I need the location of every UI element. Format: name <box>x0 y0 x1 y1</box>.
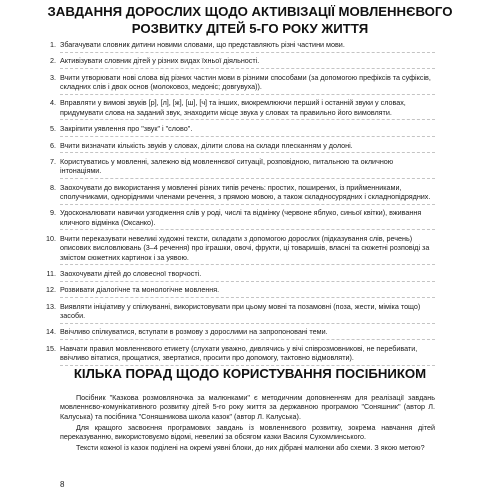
dotted-divider <box>60 178 435 179</box>
task-item <box>50 182 435 205</box>
advice-paragraph: Для кращого засвоєння програмових завдань із мовленнєвого розвитку, зокрема навчання дітей переказуванню, використовуємо відомі, невеликі за обсягом казки Василя Сухомлинського. <box>60 422 435 442</box>
task-number: 12. <box>46 285 56 295</box>
task-item <box>46 327 435 340</box>
dotted-divider <box>60 229 435 230</box>
dotted-divider <box>60 152 435 153</box>
tasks-list <box>46 40 435 370</box>
task-number: 5. <box>50 124 56 134</box>
task-number: 10. <box>46 234 56 243</box>
task-item <box>50 156 435 179</box>
task-text: Користуватись у мовленні, залежно від мовленнєвої ситуації, розповідною, питальною та окличною інтонаціями. <box>60 156 394 176</box>
task-number: 4. <box>50 98 56 108</box>
task-text: Розвивати діалогічне та монологічне мовлення. <box>60 285 220 295</box>
task-text: Виявляти ініціативу у спілкуванні, використовувати при цьому мовні та позамовні (поза, жести, міміка тощо) засоби. <box>60 301 421 321</box>
section-heading-advice: КІЛЬКА ПОРАД ЩОДО КОРИСТУВАННЯ ПОСІБНИКОМ <box>73 366 427 381</box>
task-number: 11. <box>46 268 56 278</box>
task-text: Збагачувати словник дитини новими словами, що представляють різні частини мови. <box>60 40 345 49</box>
task-item <box>50 56 435 69</box>
advice-paragraph: Посібник "Казкова розмовляночка за малюнками" є методичним доповненням для реалізації завдань мовленнєво-комунікативного розвитку дітей 5-го року життя за державною програмою "Соняшник" (автор Л. Калуська) та посібника "Соняшникова школа казок" (автор Л. Калуська). <box>60 393 435 421</box>
task-item <box>50 124 435 137</box>
dotted-divider <box>60 119 435 120</box>
task-number: 6. <box>50 140 56 150</box>
task-item <box>50 98 435 120</box>
task-item <box>50 40 435 53</box>
task-text: Активізувати словник дітей у різних видах їхньої діяльності. <box>60 56 260 66</box>
task-item <box>46 343 435 366</box>
task-text: Заохочувати до використання у мовленні різних типів речень: простих, поширених, із прийменниками, сполучниками, однорідними членами речення, з прямою мовою, а також складносурядних і складнопідрядних. <box>60 182 431 201</box>
task-text: Вчити утворювати нові слова від різних частин мови в різними способами (за допомогою префіксів та суфіксів, складних слів і двох основ (молоковоз, медоніс; довгувуха)). <box>60 72 431 92</box>
task-text: Навчати правил мовленнєвого етикету (слухати уважно, дивлячись у вічі співрозмовникові, не перебивати, ввічливо вітатися, прощатися, звертатися, просити про допомогу, тактовно відмовляти). <box>60 343 418 363</box>
dotted-divider <box>60 52 435 53</box>
task-number: 13. <box>46 301 56 311</box>
task-item <box>46 301 435 324</box>
task-text: Заохочувати дітей до словесної творчості. <box>60 268 202 278</box>
task-item <box>46 285 435 298</box>
dotted-divider <box>60 323 435 324</box>
dotted-divider <box>60 264 435 265</box>
task-text: Вправляти у вимові звуків [р], [л], [ж], [ш], [ч] та інших, виокремлюючи перший і останній звуки у словах, придумувати слова на заданий звук, знаходити місце звука у словах та правильно його вимовляти. <box>60 98 406 117</box>
task-text: Вчити переказувати невеликі художні тексти, складати з допомогою дорослих (підказування слів, речень) описових висловлювань (3–4 речення) про іграшки, овочі, фрукти, ці товаришів, власні та сюжетні розповіді за змістом сюжетних картинок і за уявою. <box>60 234 430 262</box>
task-text: Закріпити уявлення про "звук" і "слово". <box>60 124 193 134</box>
page-number: 8 <box>60 480 65 489</box>
advice-text <box>60 393 435 454</box>
task-number: 2. <box>50 56 56 66</box>
dotted-divider <box>60 94 435 95</box>
task-text: Вчити визначати кількість звуків у словах, ділити слова на склади плесканням у долоні. <box>60 140 353 150</box>
task-number: 9. <box>50 208 56 218</box>
task-number: 14. <box>46 327 56 337</box>
task-number: 7. <box>50 156 56 166</box>
task-item <box>46 234 435 265</box>
dotted-divider <box>60 68 435 69</box>
task-number: 3. <box>50 72 56 82</box>
dotted-divider <box>60 204 435 205</box>
task-item <box>50 140 435 154</box>
task-item <box>50 208 435 230</box>
dotted-divider <box>60 297 435 298</box>
dotted-divider <box>60 339 435 340</box>
advice-paragraph: Тексти кожної із казок поділені на окремі уявні блоки, до них дібрані малюнки або схеми. З якою метою? <box>76 443 425 453</box>
task-number: 8. <box>50 182 56 192</box>
task-number: 1. <box>50 40 56 49</box>
dotted-divider <box>60 281 435 282</box>
dotted-divider <box>60 136 435 137</box>
section-heading-tasks: ЗАВДАННЯ ДОРОСЛИХ ЩОДО АКТИВІЗАЦІЇ МОВЛЕННЄВОГО РОЗВИТКУ ДІТЕЙ 5-ГО РОКУ ЖИТТЯ <box>47 4 453 36</box>
task-number: 15. <box>46 343 56 353</box>
task-text: Ввічливо спілкуватися, вступати в розмову з дорослими на запропоновані теми. <box>60 327 328 337</box>
task-item <box>46 268 435 282</box>
task-text: Удосконалювати навички узгодження слів у роді, числі та відмінку (червоне яблуко, синьої квітки), вживання кличного відмінка (Оксанко). <box>60 208 422 227</box>
task-item <box>50 72 435 95</box>
